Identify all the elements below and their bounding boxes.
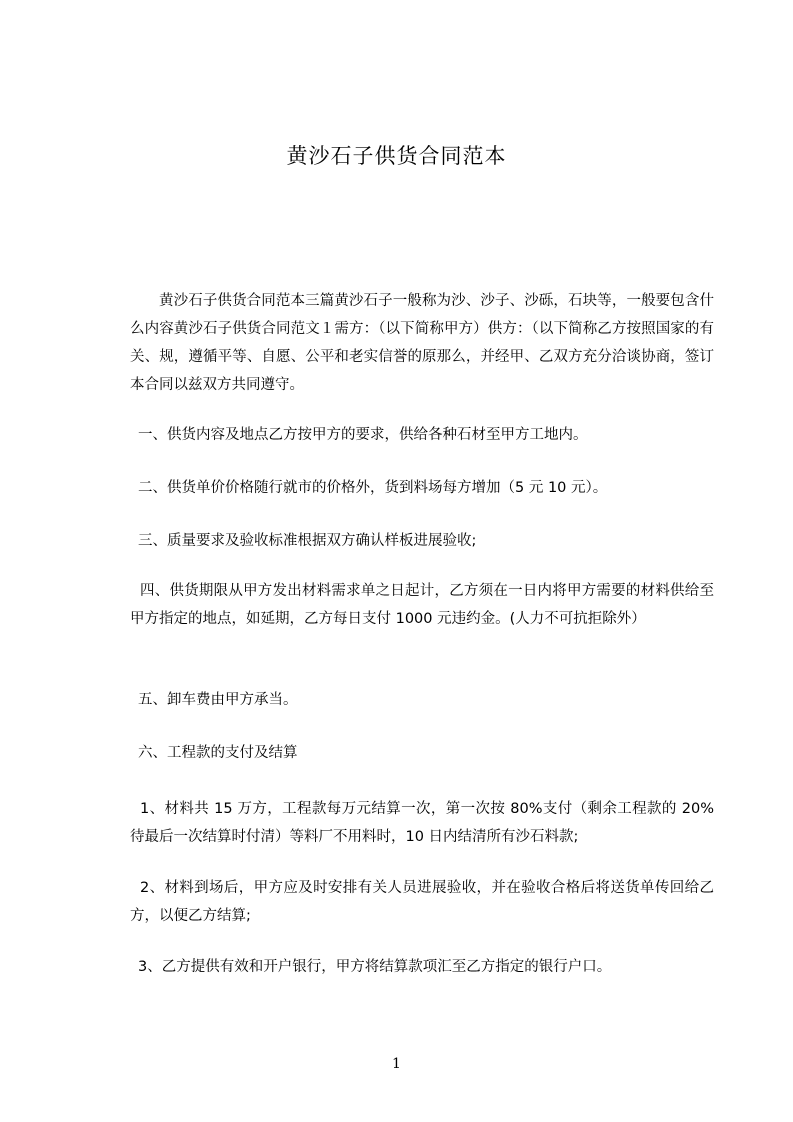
- clause-2: 二、供货单价价格随行就市的价格外，货到料场每方增加（5 元 10 元）。: [138, 480, 608, 496]
- clause-4: 四、供货期限从甲方发出材料需求单之日起计，乙方须在一日内将甲方需要的材料供给至甲方指定的地点，如延期，乙方每日支付 1000 元违约金。(人力不可抗拒除外）: [130, 583, 714, 627]
- clause-1: 一、供货内容及地点乙方按甲方的要求，供给各种石材至甲方工地内。: [138, 427, 588, 443]
- document-title: 黄沙石子供货合同范本: [286, 144, 507, 168]
- clause-6: 六、工程款的支付及结算: [138, 745, 298, 761]
- page-number: 1: [392, 1056, 401, 1072]
- clause-6-3: 3、乙方提供有效和开户银行，甲方将结算款项汇至乙方指定的银行户口。: [138, 959, 612, 975]
- clause-6-2: 2、材料到场后，甲方应及时安排有关人员进展验收，并在验收合格后将送货单传回给乙方，以便乙方结算;: [130, 880, 714, 924]
- clause-6-1: 1、材料共 15 万方，工程款每万元结算一次，第一次按 80%支付（剩余工程款的 20%待最后一次结算时付清）等料厂不用料时，10 日内结清所有沙石料款;: [130, 801, 714, 845]
- intro-paragraph: 黄沙石子供货合同范本三篇黄沙石子一般称为沙、沙子、沙砾，石块等，一般要包含什么内容黄沙石子供货合同范文１需方：（以下简称甲方）供方：（以下简称乙方按照国家的有关、规，遵循平等、自愿、公平和老实信誉的原那么，并经甲、乙双方充分洽谈协商，签订本合同以兹双方共同遵守。: [130, 293, 714, 393]
- clause-3: 三、质量要求及验收标准根据双方确认样板进展验收;: [138, 533, 477, 549]
- clause-5: 五、卸车费由甲方承当。: [138, 692, 298, 708]
